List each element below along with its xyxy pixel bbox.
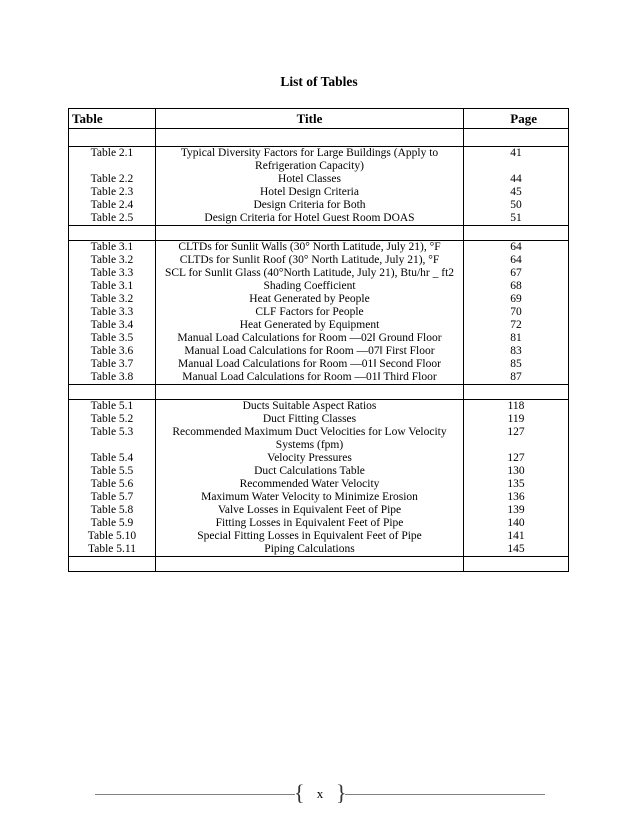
column-header-page: Page — [464, 109, 569, 129]
table-title-cell: SCL for Sunlit Glass (40°North Latitude, July 21), Btu/hr _ ft2 — [156, 267, 464, 280]
table-row — [69, 517, 569, 530]
table-row — [69, 306, 569, 319]
table-title-cell: CLTDs for Sunlit Roof (30° North Latitude, July 21), °F — [156, 254, 464, 267]
table-title-cell: Manual Load Calculations for Room ―01‖ Second Floor — [156, 358, 464, 371]
table-row — [69, 530, 569, 543]
table-row — [69, 358, 569, 371]
table-title-cell: CLTDs for Sunlit Walls (30° North Latitude, July 21), °F — [156, 241, 464, 255]
table-title-cell: Fitting Losses in Equivalent Feet of Pipe — [156, 517, 464, 530]
footer-rule-right — [345, 794, 545, 795]
page-number-cell: 83 — [464, 345, 569, 358]
page-number-cell: 145 — [464, 543, 569, 557]
empty-cell — [69, 385, 156, 400]
table-title-cell: Manual Load Calculations for Room ―01‖ Third Floor — [156, 371, 464, 385]
empty-cell — [464, 385, 569, 400]
table-number-cell: Table 5.7 — [69, 491, 156, 504]
table-number-cell: Table 5.4 — [69, 452, 156, 465]
footer-right-brace: } — [336, 780, 347, 805]
table-row — [69, 491, 569, 504]
table-number-cell: Table 3.3 — [69, 306, 156, 319]
page-number-cell: 136 — [464, 491, 569, 504]
spacer-row — [69, 129, 569, 147]
table-row — [69, 426, 569, 452]
page-number-cell: 70 — [464, 306, 569, 319]
page-number-cell: 41 — [464, 147, 569, 174]
page-number: x — [316, 786, 324, 801]
table-number-cell: Table 3.3 — [69, 267, 156, 280]
page-number-cell: 127 — [464, 426, 569, 452]
column-header-title: Title — [156, 109, 464, 129]
table-row — [69, 147, 569, 174]
table-title-cell: Duct Fitting Classes — [156, 413, 464, 426]
table-number-cell: Table 2.3 — [69, 186, 156, 199]
page-number-cell: 135 — [464, 478, 569, 491]
page-title: List of Tables — [280, 74, 358, 89]
list-of-tables — [68, 108, 569, 572]
page-number-cell: 69 — [464, 293, 569, 306]
table-number-cell: Table 5.2 — [69, 413, 156, 426]
table-title-cell: Piping Calculations — [156, 543, 464, 557]
table-title-cell: Maximum Water Velocity to Minimize Erosion — [156, 491, 464, 504]
table-title-cell: Manual Load Calculations for Room ―02‖ Ground Floor — [156, 332, 464, 345]
empty-cell — [69, 129, 156, 147]
table-title-cell: Velocity Pressures — [156, 452, 464, 465]
footer-rule-left — [95, 794, 295, 795]
empty-cell — [464, 557, 569, 572]
table-number-cell: Table 3.2 — [69, 254, 156, 267]
page-number-cell: 141 — [464, 530, 569, 543]
empty-cell — [69, 557, 156, 572]
table-title-cell: CLF Factors for People — [156, 306, 464, 319]
table-title-cell: Design Criteria for Hotel Guest Room DOAS — [156, 212, 464, 226]
page-number-cell: 119 — [464, 413, 569, 426]
table-number-cell: Table 3.7 — [69, 358, 156, 371]
table-row — [69, 241, 569, 255]
page-number-cell: 51 — [464, 212, 569, 226]
table-title-cell: Duct Calculations Table — [156, 465, 464, 478]
table-row — [69, 199, 569, 212]
table-row — [69, 345, 569, 358]
empty-cell — [156, 557, 464, 572]
table-title-cell: Shading Coefficient — [156, 280, 464, 293]
table-title-cell: Heat Generated by Equipment — [156, 319, 464, 332]
page-number-cell: 127 — [464, 452, 569, 465]
page-number-cell: 139 — [464, 504, 569, 517]
page-number-cell: 118 — [464, 400, 569, 414]
table-number-cell: Table 5.11 — [69, 543, 156, 557]
page-number-cell: 64 — [464, 241, 569, 255]
table-number-cell: Table 3.6 — [69, 345, 156, 358]
table-title-cell: Recommended Maximum Duct Velocities for Low Velocity Systems (fpm) — [156, 426, 464, 452]
table-row — [69, 478, 569, 491]
table-number-cell: Table 3.1 — [69, 241, 156, 255]
table-row — [69, 186, 569, 199]
table-title-cell: Hotel Design Criteria — [156, 186, 464, 199]
table-row — [69, 504, 569, 517]
page-number-cell: 140 — [464, 517, 569, 530]
table-row — [69, 452, 569, 465]
table-number-cell: Table 3.1 — [69, 280, 156, 293]
table-row — [69, 413, 569, 426]
table-row — [69, 254, 569, 267]
table-title-cell: Design Criteria for Both — [156, 199, 464, 212]
empty-cell — [69, 226, 156, 241]
table-row — [69, 332, 569, 345]
table-row — [69, 465, 569, 478]
table-row — [69, 319, 569, 332]
table-row — [69, 543, 569, 557]
empty-cell — [156, 129, 464, 147]
table-number-cell: Table 3.4 — [69, 319, 156, 332]
spacer-row — [69, 226, 569, 241]
table-row — [69, 293, 569, 306]
table-row — [69, 371, 569, 385]
table-row — [69, 280, 569, 293]
table-title-cell: Special Fitting Losses in Equivalent Feet of Pipe — [156, 530, 464, 543]
page-number-cell: 130 — [464, 465, 569, 478]
table-number-cell: Table 5.1 — [69, 400, 156, 414]
table-number-cell: Table 2.5 — [69, 212, 156, 226]
spacer-row — [69, 385, 569, 400]
footer-left-brace: { — [294, 780, 305, 805]
table-number-cell: Table 2.4 — [69, 199, 156, 212]
table-title-cell: Recommended Water Velocity — [156, 478, 464, 491]
table-number-cell: Table 5.9 — [69, 517, 156, 530]
table-title-cell: Hotel Classes — [156, 173, 464, 186]
table-row — [69, 173, 569, 186]
page-number-cell: 85 — [464, 358, 569, 371]
table-number-cell: Table 3.2 — [69, 293, 156, 306]
table-number-cell: Table 5.6 — [69, 478, 156, 491]
page-number-cell: 72 — [464, 319, 569, 332]
table-title-cell: Manual Load Calculations for Room ―07‖ First Floor — [156, 345, 464, 358]
column-header-table: Table — [69, 109, 156, 129]
table-number-cell: Table 2.1 — [69, 147, 156, 174]
page-number-cell: 87 — [464, 371, 569, 385]
table-number-cell: Table 3.5 — [69, 332, 156, 345]
table-header-row — [69, 109, 569, 129]
page-number-cell: 81 — [464, 332, 569, 345]
empty-cell — [156, 226, 464, 241]
table-number-cell: Table 3.8 — [69, 371, 156, 385]
table-title-cell: Heat Generated by People — [156, 293, 464, 306]
empty-cell — [464, 129, 569, 147]
spacer-row — [69, 557, 569, 572]
page-number-cell: 44 — [464, 173, 569, 186]
table-title-cell: Ducts Suitable Aspect Ratios — [156, 400, 464, 414]
table-body — [69, 129, 569, 572]
page-number-cell: 68 — [464, 280, 569, 293]
empty-cell — [464, 226, 569, 241]
table-title-cell: Valve Losses in Equivalent Feet of Pipe — [156, 504, 464, 517]
page-number-cell: 50 — [464, 199, 569, 212]
page-number-cell: 45 — [464, 186, 569, 199]
table-number-cell: Table 5.8 — [69, 504, 156, 517]
table-row — [69, 400, 569, 414]
table-number-cell: Table 5.3 — [69, 426, 156, 452]
table-row — [69, 267, 569, 280]
page-number-cell: 64 — [464, 254, 569, 267]
empty-cell — [156, 385, 464, 400]
table-row — [69, 212, 569, 226]
table-title-cell: Typical Diversity Factors for Large Buildings (Apply to Refrigeration Capacity) — [156, 147, 464, 174]
table-number-cell: Table 2.2 — [69, 173, 156, 186]
table-number-cell: Table 5.10 — [69, 530, 156, 543]
page-number-cell: 67 — [464, 267, 569, 280]
table-number-cell: Table 5.5 — [69, 465, 156, 478]
